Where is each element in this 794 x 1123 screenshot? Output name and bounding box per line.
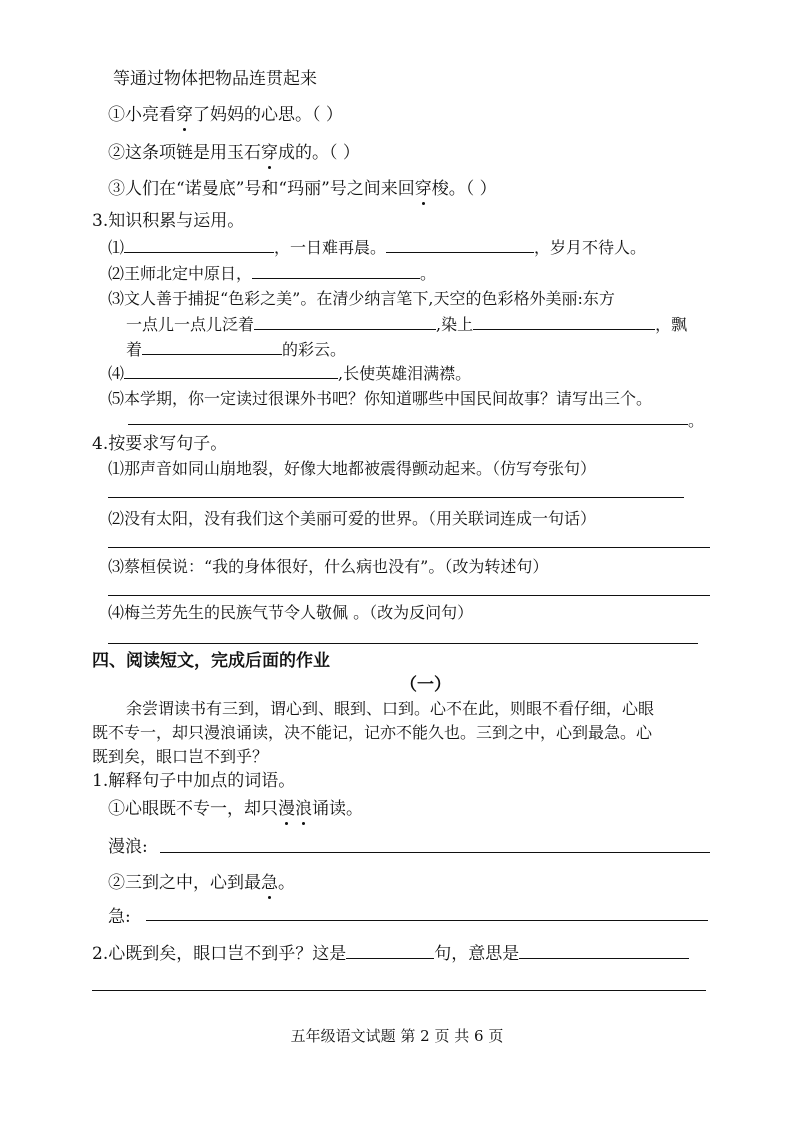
q3-item-4 bbox=[108, 362, 471, 385]
answer-line[interactable] bbox=[146, 920, 708, 921]
dotted-char: 穿 bbox=[261, 143, 278, 163]
q3-5-end: 。 bbox=[688, 411, 705, 430]
answer-blank[interactable] bbox=[519, 942, 689, 959]
passage-line-2: 既不专一，却只漫浪诵读，决不能记，记亦不能久也。三到之中，心到最急。心 bbox=[92, 723, 653, 742]
r2-text-end: 句，意思是 bbox=[434, 944, 520, 964]
r1a-label: 漫浪: bbox=[108, 837, 148, 857]
answer-blank[interactable] bbox=[346, 942, 434, 959]
answer-blank[interactable] bbox=[254, 313, 436, 330]
choice-1-paren: 了妈妈的心思。（ ） bbox=[193, 105, 343, 125]
q3-2-text: ⑵王师北定中原日， bbox=[108, 264, 253, 283]
q3-item-3-line1: ⑶文人善于捕捉“色彩之美”。在清少纳言笔下,天空的色彩格外美丽:东方 bbox=[108, 289, 615, 308]
choice-2-paren: 成的。（ ） bbox=[278, 143, 360, 163]
question-4-title: 4.按要求写句子。 bbox=[92, 434, 228, 454]
dotted-char: 漫 bbox=[278, 799, 295, 819]
reading-q1-title: 1.解释句子中加点的词语。 bbox=[92, 771, 296, 791]
section-4-title: 四、阅读短文，完成后面的作业 bbox=[92, 651, 330, 671]
q4-item-3: ⑶蔡桓侯说：“我的身体很好，什么病也没有”。（改为转述句） bbox=[108, 557, 549, 576]
intro-line: 等通过物体把物品连贯起来 bbox=[113, 69, 317, 89]
q4-item-4: ⑷梅兰芳先生的民族气节令人敬佩 。（改为反问句） bbox=[108, 603, 474, 622]
dotted-char: 穿 bbox=[414, 179, 432, 199]
choice-1 bbox=[108, 104, 343, 126]
page-footer: 五年级语文试题 第 2 页 共 6 页 bbox=[290, 1027, 504, 1045]
choice-1-text: ①小亮看 bbox=[108, 105, 176, 125]
answer-line[interactable] bbox=[108, 643, 698, 644]
q3-3-text-tail: 的彩云。 bbox=[282, 340, 347, 359]
q3-item-5: ⑸本学期，你一定读过很课外书吧？你知道哪些中国民间故事？请写出三个。 bbox=[108, 389, 653, 408]
dotted-char: 穿 bbox=[176, 105, 193, 125]
r1b-text-end: 。 bbox=[278, 873, 295, 893]
q3-3-text-mid: ,染上 bbox=[436, 315, 474, 334]
choice-2 bbox=[108, 142, 360, 164]
answer-line[interactable] bbox=[160, 852, 710, 853]
q3-3-text: 一点儿一点儿泛着 bbox=[126, 315, 255, 334]
q3-3-text-start: 着 bbox=[126, 340, 143, 359]
q3-item-3-line2 bbox=[126, 313, 687, 336]
q4-item-2: ⑵没有太阳，没有我们这个美丽可爱的世界。（用关联词连成一句话） bbox=[108, 509, 597, 528]
choice-3 bbox=[108, 178, 497, 200]
choice-3-text: ③人们在“诺曼底”号和“玛丽”号之间来回 bbox=[108, 179, 415, 199]
answer-blank[interactable] bbox=[142, 338, 282, 355]
passage-subtitle: （一） bbox=[400, 675, 451, 695]
dotted-char: 急 bbox=[261, 873, 278, 893]
question-3-title: 3.知识积累与运用。 bbox=[92, 211, 245, 231]
q3-item-1 bbox=[108, 236, 646, 259]
reading-q2 bbox=[92, 942, 689, 965]
r1b-text: ②三到之中，心到最 bbox=[108, 873, 261, 893]
r1a-text-end: 诵读。 bbox=[312, 799, 363, 819]
answer-line[interactable] bbox=[108, 497, 684, 498]
q4-item-1: ⑴那声音如同山崩地裂，好像大地都被震得颤动起来。（仿写夸张句） bbox=[108, 459, 597, 478]
answer-blank[interactable] bbox=[473, 313, 655, 330]
q3-2-end: 。 bbox=[420, 264, 437, 283]
r1b-label: 急: bbox=[108, 907, 131, 927]
answer-blank[interactable] bbox=[124, 236, 274, 253]
q3-4-text: ,长使英雄泪满襟。 bbox=[338, 364, 472, 383]
answer-blank[interactable] bbox=[252, 262, 420, 279]
answer-line[interactable] bbox=[92, 990, 706, 991]
answer-line[interactable] bbox=[108, 547, 710, 548]
answer-line[interactable] bbox=[108, 595, 710, 596]
choice-3-paren: 梭。（ ） bbox=[431, 179, 497, 199]
q3-item-2 bbox=[108, 262, 436, 285]
dotted-char: 浪 bbox=[295, 799, 312, 819]
answer-line[interactable] bbox=[128, 424, 688, 425]
r2-text: 2.心既到矣，眼口岂不到乎？这是 bbox=[92, 944, 347, 964]
choice-2-text: ②这条项链是用玉石 bbox=[108, 143, 261, 163]
passage-line-1: 余尝谓读书有三到，谓心到、眼到、口到。心不在此，则眼不看仔细，心眼 bbox=[126, 699, 655, 718]
q3-3-text-end: ，飘 bbox=[655, 315, 688, 334]
item-number: ⑴ bbox=[108, 238, 125, 257]
reading-q1-b bbox=[108, 872, 295, 894]
answer-blank[interactable] bbox=[386, 236, 534, 253]
q3-1-text-end: ，岁月不待人。 bbox=[534, 238, 647, 257]
item-number: ⑷ bbox=[108, 364, 125, 383]
answer-blank[interactable] bbox=[124, 362, 338, 379]
reading-q1-a bbox=[108, 798, 363, 820]
q3-1-text: ，一日难再晨。 bbox=[274, 238, 387, 257]
q3-item-3-line3 bbox=[126, 338, 346, 361]
r1a-text: ①心眼既不专一，却只 bbox=[108, 799, 278, 819]
passage-line-3: 既到矣，眼口岂不到乎？ bbox=[92, 747, 269, 766]
